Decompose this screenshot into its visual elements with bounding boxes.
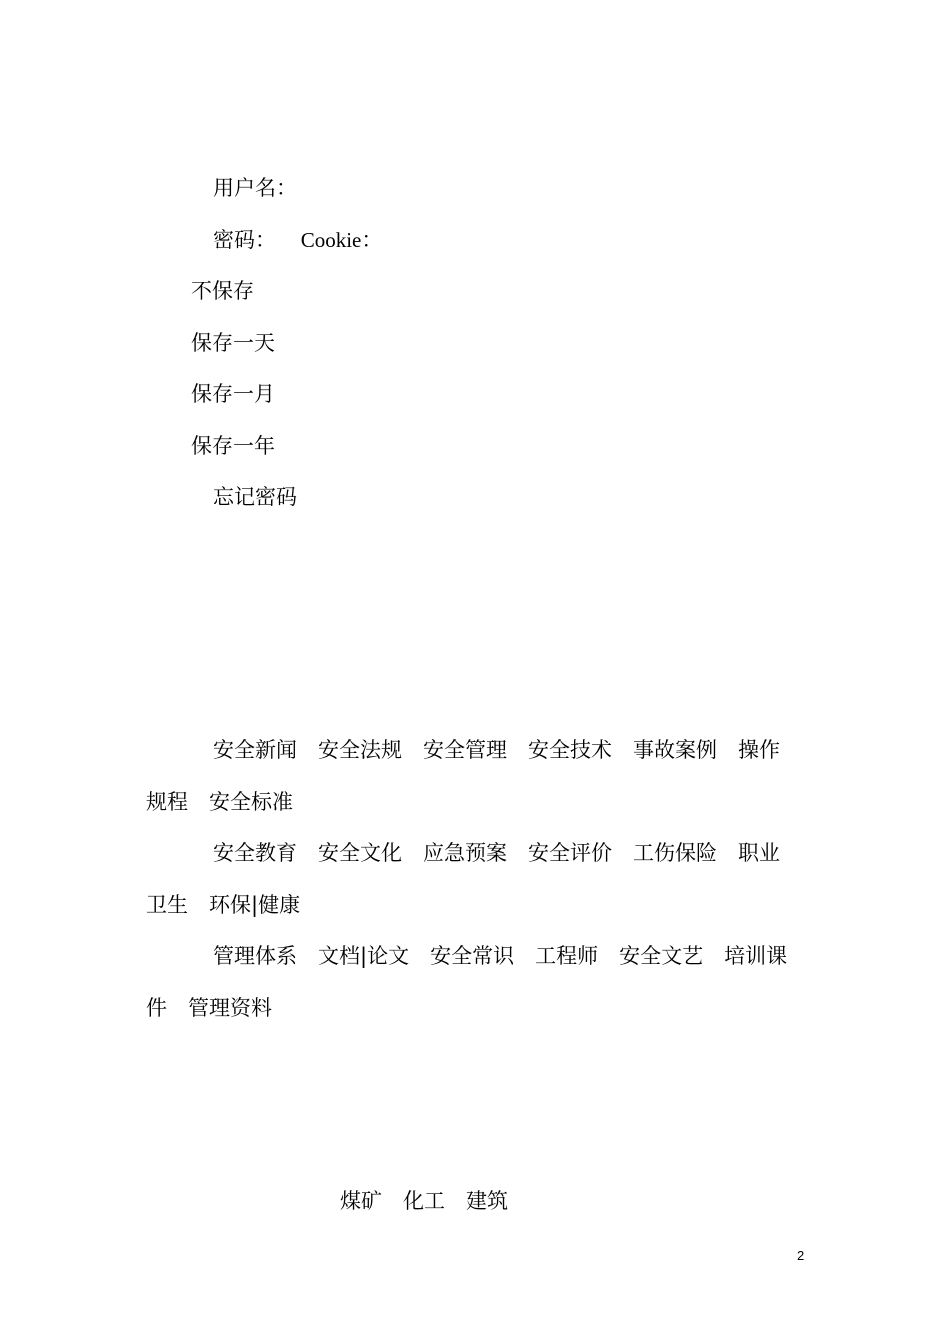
nav-link-safety-education[interactable]: 安全教育 (213, 841, 297, 865)
nav-link-safety-management[interactable]: 安全管理 (423, 738, 507, 762)
nav-link-training-courseware[interactable]: 培训课件 (146, 944, 788, 1020)
nav-link-engineer[interactable]: 工程师 (535, 944, 599, 968)
password-row (213, 227, 382, 253)
page-number: 2 (797, 1248, 805, 1263)
username-label: 用户名： (213, 176, 297, 200)
cookie-option-year[interactable]: 保存一年 (191, 434, 275, 458)
nav-link-occupational-health[interactable]: 职业卫生 (146, 841, 780, 917)
cookie-option-month[interactable]: 保存一月 (191, 382, 275, 406)
cookie-option-none[interactable]: 不保存 (191, 279, 254, 303)
nav-link-accident-cases[interactable]: 事故案例 (633, 738, 717, 762)
category-nav-row-2 (146, 827, 798, 931)
cookie-label: Cookie： (300, 228, 383, 252)
cookie-option-day[interactable]: 保存一天 (191, 331, 275, 355)
industry-link-construction[interactable]: 建筑 (466, 1189, 508, 1213)
industry-link-coal-mine[interactable]: 煤矿 (340, 1189, 382, 1213)
nav-link-management-materials[interactable]: 管理资料 (188, 996, 272, 1020)
nav-link-environment-health[interactable]: 环保|健康 (209, 893, 301, 917)
forgot-password-link[interactable]: 忘记密码 (213, 485, 297, 509)
category-nav-row-1 (146, 724, 798, 828)
industry-link-chemical[interactable]: 化工 (403, 1189, 445, 1213)
nav-link-injury-insurance[interactable]: 工伤保险 (633, 841, 717, 865)
category-nav-row-3 (146, 930, 798, 1034)
password-label: 密码： (213, 228, 276, 252)
nav-link-safety-standards[interactable]: 安全标准 (209, 790, 293, 814)
nav-link-operating-procedures[interactable]: 操作规程 (146, 738, 780, 814)
nav-link-safety-technology[interactable]: 安全技术 (528, 738, 612, 762)
nav-link-management-system[interactable]: 管理体系 (213, 944, 297, 968)
nav-link-safety-law[interactable]: 安全法规 (318, 738, 402, 762)
nav-link-safety-culture[interactable]: 安全文化 (318, 841, 402, 865)
nav-link-safety-knowledge[interactable]: 安全常识 (430, 944, 515, 968)
nav-link-safety-news[interactable]: 安全新闻 (213, 738, 297, 762)
nav-link-emergency-plans[interactable]: 应急预案 (423, 841, 507, 865)
industry-links (340, 1188, 508, 1214)
nav-link-safety-arts[interactable]: 安全文艺 (619, 944, 704, 968)
nav-link-safety-evaluation[interactable]: 安全评价 (528, 841, 612, 865)
nav-link-documents-papers[interactable]: 文档|论文 (318, 944, 410, 968)
